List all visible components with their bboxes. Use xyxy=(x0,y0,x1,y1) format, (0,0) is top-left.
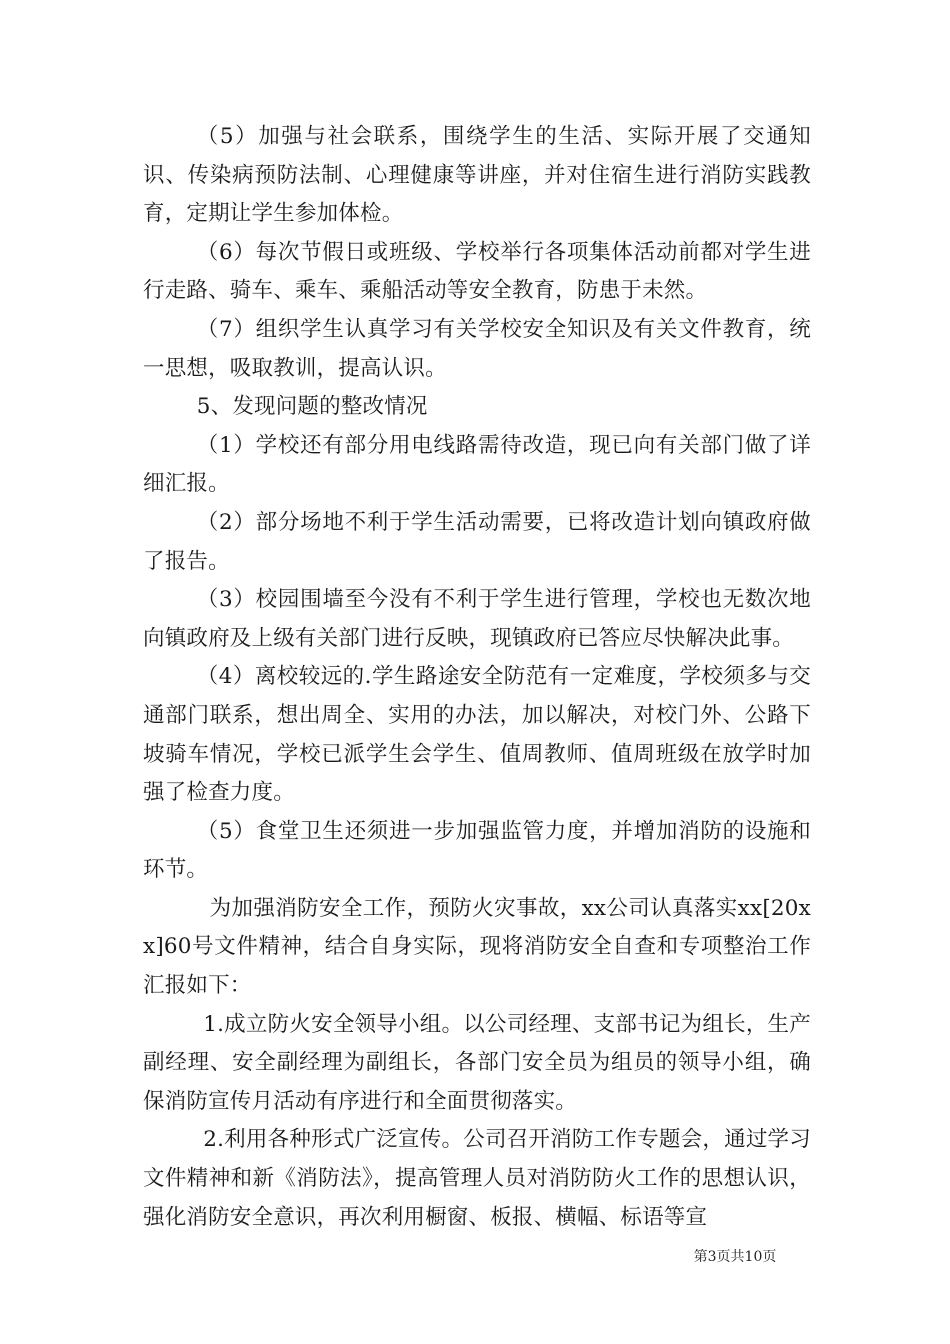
paragraph: 2.利用各种形式广泛宣传。公司召开消防工作专题会，通过学习文件精神和新《消防法》，提高管理人员对消防防火工作的思想认识，强化消防安全意识，再次利用橱窗、板报、横幅、标语等宣 xyxy=(143,1127,811,1230)
section-heading: 5、发现问题的整改情况 xyxy=(196,394,428,420)
paragraph: 1.成立防火安全领导小组。以公司经理、支部书记为组长，生产副经理、安全副经理为副组长，各部门安全员为组员的领导小组，确保消防宣传月活动有序进行和全面贯彻落实。 xyxy=(143,1011,811,1114)
paragraph: （4）离校较远的.学生路途安全防范有一定难度，学校须多与交通部门联系，想出周全、实用的办法，加以解决，对校门外、公路下坡骑车情况，学校已派学生会学生、值周教师、值周班级在放学时加强了检查力度。 xyxy=(143,664,811,806)
paragraph: 为加强消防安全工作，预防火灾事故，xx公司认真落实xx[20xx]60号文件精神，结合自身实际，现将消防安全自查和专项整治工作汇报如下： xyxy=(143,895,811,999)
paragraph: （6）每次节假日或班级、学校举行各项集体活动前都对学生进行走路、骑车、乘车、乘船活动等安全教育，防患于未然。 xyxy=(143,239,811,304)
paragraph: （2）部分场地不利于学生活动需要，已将改造计划向镇政府做了报告。 xyxy=(143,509,811,574)
paragraph: （5）加强与社会联系，围绕学生的生活、实际开展了交通知识、传染病预防法制、心理健康等讲座，并对住宿生进行消防实践教育，定期让学生参加体检。 xyxy=(143,124,811,227)
page-number: 第3页共10页 xyxy=(693,1249,777,1265)
paragraph: （1）学校还有部分用电线路需待改造，现已向有关部门做了详细汇报。 xyxy=(143,432,811,497)
paragraph: （5）食堂卫生还须进一步加强监管力度，并增加消防的设施和环节。 xyxy=(143,818,811,883)
paragraph: （3）校园围墙至今没有不利于学生进行管理，学校也无数次地向镇政府及上级有关部门进行反映，现镇政府已答应尽快解决此事。 xyxy=(143,587,811,651)
paragraph: （7）组织学生认真学习有关学校安全知识及有关文件教育，统一思想，吸取教训，提高认识。 xyxy=(143,316,811,381)
document-body xyxy=(143,118,811,1237)
